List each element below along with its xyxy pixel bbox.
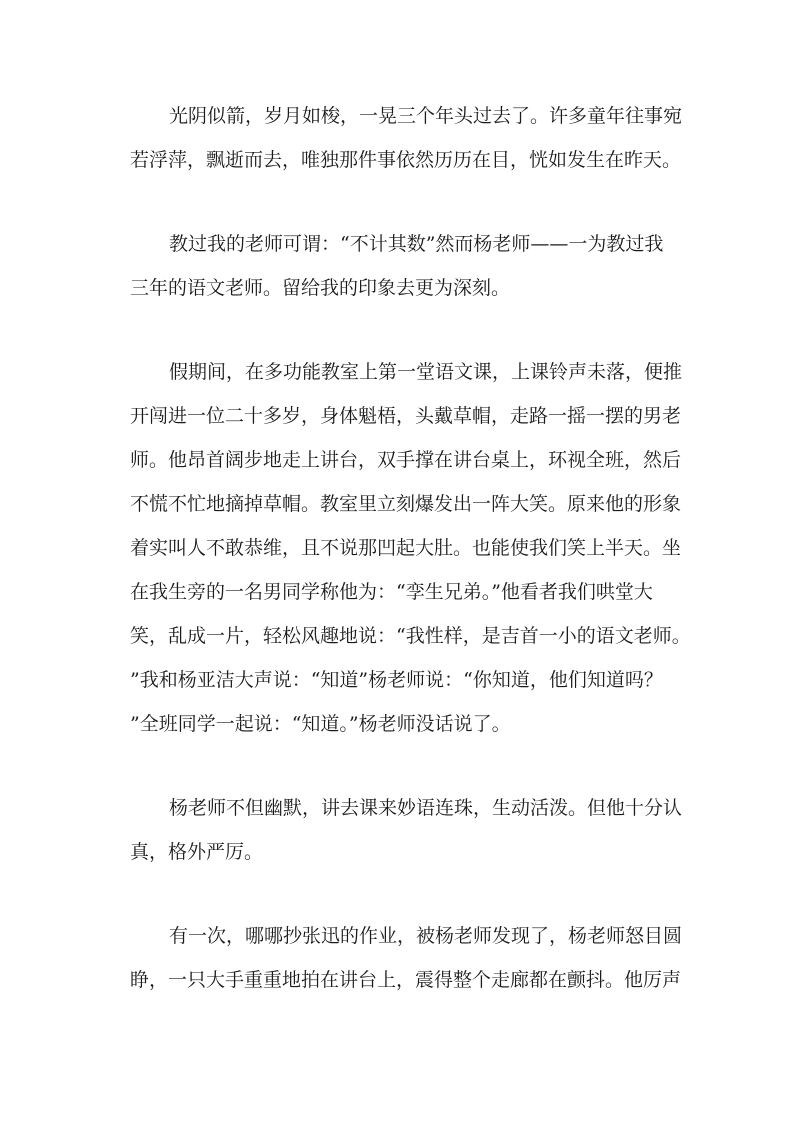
paragraph-line: 不慌不忙地摘掉草帽。教室里立刻爆发出一阵大笑。原来他的形象 (130, 493, 682, 515)
paragraph-line: 笑，乱成一片，轻松风趣地说：“我性样，是吉首一小的语文老师。 (130, 625, 691, 647)
paragraph-line: 着实叫人不敢恭维，且不说那凹起大肚。也能使我们笑上半天。坐 (130, 537, 682, 559)
paragraph-line: 有一次，哪哪抄张迅的作业，被杨老师发现了，杨老师怒目圆 (169, 925, 683, 947)
paragraph-line: 教过我的老师可谓：“不计其数”然而杨老师——一为教过我 (169, 233, 664, 255)
paragraph-line: 在我生旁的一名男同学称他为：“孪生兄弟。”他看者我们哄堂大 (130, 581, 653, 603)
paragraph-line: ”全班同学一起说：“知道。”杨老师没话说了。 (130, 713, 511, 735)
paragraph-line: 开闯进一位二十多岁，身体魁梧，头戴草帽，走路一摇一摆的男老 (130, 405, 682, 427)
paragraph-line: ”我和杨亚洁大声说：“知道”杨老师说：“你知道，他们知道吗？ (130, 669, 663, 691)
paragraph-line: 三年的语文老师。留给我的印象去更为深刻。 (130, 277, 511, 299)
paragraph-line: 若浮萍，飘逝而去，唯独那件事依然历历在目，恍如发生在昨天。 (130, 149, 682, 171)
paragraph-line: 杨老师不但幽默，讲去课来妙语连珠，生动活泼。但他十分认 (169, 797, 683, 819)
paragraph-line: 师。他昂首阔步地走上讲台，双手撑在讲台桌上，环视全班，然后 (130, 449, 682, 471)
paragraph-line: 光阴似箭，岁月如梭，一晃三个年头过去了。许多童年往事宛 (169, 105, 683, 127)
paragraph-line: 假期间，在多功能教室上第一堂语文课，上课铃声未落，便推 (169, 361, 683, 383)
paragraph-line: 真，格外严厉。 (130, 841, 264, 863)
paragraph-line: 睁，一只大手重重地拍在讲台上，震得整个走廊都在颤抖。他厉声 (130, 969, 682, 991)
